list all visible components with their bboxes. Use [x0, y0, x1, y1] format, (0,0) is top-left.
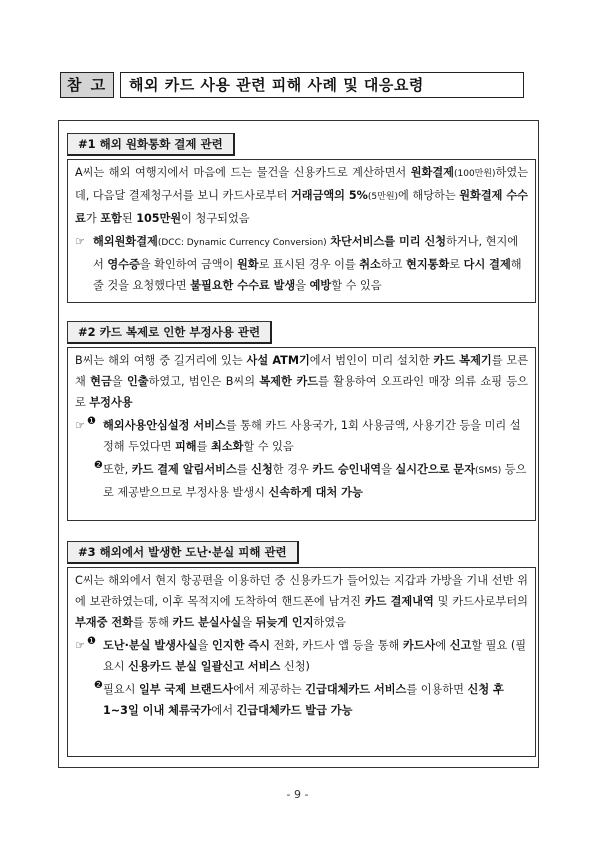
tip-item: ☞ ❶ 해외사용안심설정 서비스를 통해 카드 사용국가, 1회 사용금액, 사용기간 등을 미리 설정해 두었다면 피해를 최소화할 수 있음 — [75, 415, 528, 457]
section-1-box — [67, 159, 536, 303]
section-2-box — [67, 347, 536, 521]
case-description: B씨는 해외 여행 중 길거리에 있는 사설 ATM기에서 범인이 미리 설치한 카드 복제기를 모른 채 현금을 인출하였고, 범인은 B씨의 복제한 카드를 활용하여 오프라인 매장 의류 쇼핑 등으로 부정사용 — [75, 354, 529, 409]
number-marker: ❶ — [87, 416, 96, 427]
reference-tag: 참 고 — [60, 72, 114, 98]
section-2-title: #2 카드 복제로 인한 부정사용 관련 — [67, 321, 272, 344]
tip-item: ❷ 필요시 일부 국제 브랜드사에서 제공하는 긴급대체카드 서비스를 이용하면 신청 후 1~3일 이내 체류국가에서 긴급대체카드 발급 가능 — [75, 679, 528, 721]
content-frame — [58, 120, 539, 768]
page-number: - 9 - — [286, 788, 309, 801]
pointing-hand-icon: ☞ — [75, 639, 86, 652]
page-title: 해외 카드 사용 관련 피해 사례 및 대응요령 — [120, 72, 524, 98]
tip-item: ❷ 또한, 카드 결제 알림서비스를 신청한 경우 카드 승인내역을 실시간으로 문자(SMS) 등으로 제공받으므로 부정사용 발생시 신속하게 대처 가능 — [75, 459, 528, 503]
section-3-box — [67, 567, 536, 757]
section-1-title: #1 해외 원화통화 결제 관련 — [67, 133, 235, 156]
number-marker: ❷ — [94, 680, 103, 691]
page-header — [60, 72, 524, 98]
case-description: C씨는 해외에서 현지 항공편을 이용하던 중 신용카드가 들어있는 지갑과 가방을 기내 선반 위에 보관하였는데, 이후 목적지에 도착하여 핸드폰에 남겨진 카드 결제내역 및 카드사로부터의 부재중 전화를 통해 카드 분실사실을 뒤늦게 인지하였음 — [75, 574, 528, 629]
case-description: A씨는 해외 여행지에서 마음에 드는 물건을 신용카드로 계산하면서 원화결제(100만원)하였는데, 다음달 결제청구서를 보니 카드사로부터 거래금액의 5%(5만원)에 해당하는 원화결제 수수료가 포함된 105만원이 청구되었음 — [75, 166, 528, 225]
number-marker: ❶ — [87, 636, 96, 647]
section-3-title: #3 해외에서 발생한 도난·분실 피해 관련 — [67, 541, 299, 564]
tip-item: ☞ 해외원화결제(DCC: Dynamic Currency Conversion) 차단서비스를 미리 신청하거나, 현지에서 영수증을 확인하여 금액이 원화로 표시된 경우 이를 취소하고 현지통화로 다시 결제해줄 것을 요청했다면 불필요한 수수료 발생을 예방할 수 있음 — [75, 231, 528, 296]
number-marker: ❷ — [94, 460, 103, 471]
pointing-hand-icon: ☞ — [75, 235, 86, 248]
tip-item: ☞ ❶ 도난·분실 발생사실을 인지한 즉시 전화, 카드사 앱 등을 통해 카드사에 신고할 필요 (필요시 신용카드 분실 일괄신고 서비스 신청) — [75, 635, 528, 677]
pointing-hand-icon: ☞ — [75, 419, 86, 432]
